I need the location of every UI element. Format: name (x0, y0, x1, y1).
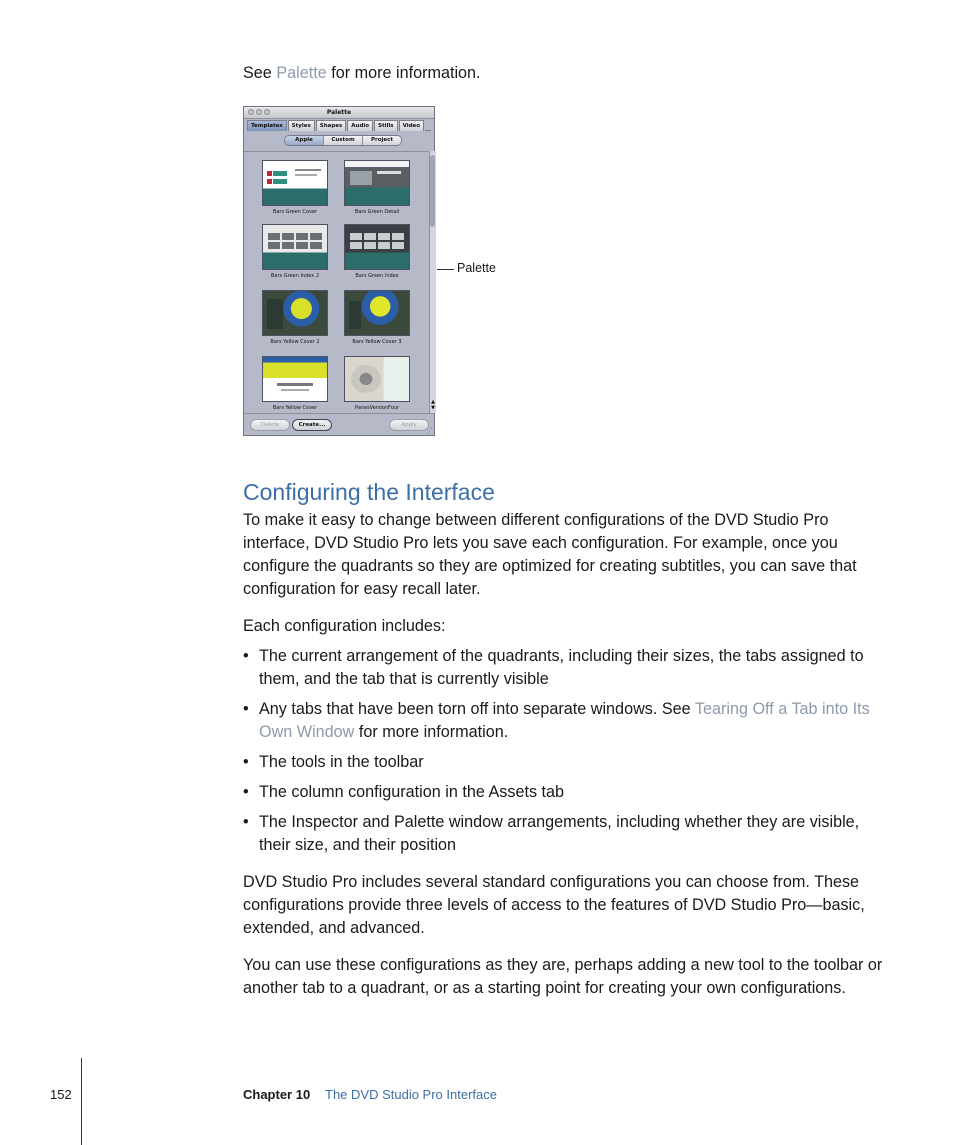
palette-title: Palette (326, 109, 352, 116)
template-caption: Bars Yellow Cover 2 (270, 339, 320, 345)
palette-scrollbar (429, 151, 436, 413)
section-heading: Configuring the Interface (243, 479, 495, 505)
zoom-icon (264, 109, 270, 115)
palette-link[interactable]: Palette (276, 64, 327, 82)
template-preview (344, 160, 410, 206)
tab-strip-fill (425, 120, 431, 131)
segment-project: Project (362, 136, 401, 145)
template-grid (244, 151, 428, 414)
template-caption: Bars Green Detail (354, 209, 400, 215)
tab-audio: Audio (347, 120, 373, 131)
tearing-off-tab-link[interactable]: Tearing Off a Tab into Its Own Window (259, 700, 870, 741)
minimize-icon (256, 109, 262, 115)
template-preview (262, 290, 328, 336)
intro-suffix: for more information. (326, 64, 481, 82)
footer-rule (81, 1058, 82, 1145)
bullet-icon: • (243, 647, 249, 665)
template-preview (262, 224, 328, 270)
bullet-icon: • (243, 700, 249, 718)
template-thumbnail (262, 160, 328, 215)
bullet-icon: • (243, 813, 249, 831)
template-preview (344, 290, 410, 336)
intro-line (243, 62, 843, 85)
paragraph-standard-configs: DVD Studio Pro includes several standard configurations you can choose from. These configurations provide three levels of access to the features of DVD Studio Pro—basic, extended, and advanced. (243, 873, 865, 937)
intro-prefix: See (243, 64, 277, 82)
callout-label: Palette (457, 261, 496, 275)
tab-styles: Styles (288, 120, 315, 131)
bullet-text: The Inspector and Palette window arrangements, including whether they are visible, their size, and their position (259, 813, 860, 854)
template-caption: Bars Yellow Cover 3 (352, 339, 402, 345)
create-button: Create... (292, 419, 332, 431)
scroll-thumb (430, 155, 435, 227)
page-number: 152 (50, 1087, 72, 1102)
bullet-icon: • (243, 783, 249, 801)
window-controls (248, 109, 270, 115)
paragraph-includes: Each configuration includes: (243, 617, 446, 635)
list-item (243, 751, 875, 774)
template-thumbnail (344, 290, 410, 345)
list-item (243, 781, 875, 804)
bullet-text: Any tabs that have been torn off into separate windows. See (259, 700, 695, 718)
template-thumbnail (262, 290, 328, 345)
paragraph-intro: To make it easy to change between different configurations of the DVD Studio Pro interface, DVD Studio Pro lets you save each configuration. For example, once you configure the quadrants so they are optimized for creating subtitles, you can save that configuration for easy recall later. (243, 511, 857, 598)
palette-footer (244, 413, 434, 436)
template-caption: PanesVersionFour (354, 405, 400, 411)
bullet-list (243, 645, 875, 864)
close-icon (248, 109, 254, 115)
bullet-text: The current arrangement of the quadrants, including their sizes, the tabs assigned to them, and the tab that is currently visible (259, 647, 864, 688)
segment-custom: Custom (323, 136, 362, 145)
template-thumbnail (344, 160, 410, 215)
apply-button: Apply (389, 419, 429, 431)
template-preview (262, 160, 328, 206)
palette-tabs (247, 120, 431, 131)
delete-button: Delete (250, 419, 290, 431)
segment-apple: Apple (285, 136, 323, 145)
footer-chapter-title-link[interactable]: The DVD Studio Pro Interface (325, 1087, 497, 1102)
template-caption: Bars Green Cover (272, 209, 318, 215)
tab-shapes: Shapes (316, 120, 347, 131)
palette-window-figure (243, 106, 435, 436)
template-thumbnail (262, 224, 328, 279)
footer-chapter: Chapter 10 (243, 1087, 311, 1102)
template-thumbnail (262, 356, 328, 411)
callout-line (437, 269, 454, 270)
tab-templates: Templates (247, 120, 287, 131)
bullet-icon: • (243, 753, 249, 771)
bullet-text: The column configuration in the Assets tab (259, 783, 565, 801)
list-item (243, 811, 875, 857)
template-caption: Bars Yellow Cover (272, 405, 318, 411)
bullet-text: The tools in the toolbar (259, 753, 424, 771)
palette-segmented-control (284, 135, 402, 146)
template-thumbnail (344, 356, 410, 411)
resize-grip-icon: ⋰ (426, 427, 433, 435)
bullet-text: for more information. (354, 723, 509, 741)
paragraph-use-configs: You can use these configurations as they are, perhaps adding a new tool to the toolbar or another tab to a quadrant, or as a starting point for creating your own configurations. (243, 956, 883, 997)
palette-titlebar (244, 107, 434, 119)
template-preview (344, 356, 410, 402)
list-item (243, 645, 875, 691)
tab-video: Video (399, 120, 425, 131)
list-item (243, 698, 875, 744)
template-preview (344, 224, 410, 270)
template-thumbnail (344, 224, 410, 279)
template-caption: Bars Green Index 2 (270, 273, 319, 279)
template-caption: Bars Green Index (355, 273, 399, 279)
template-preview (262, 356, 328, 402)
scroll-arrows-icon: ▲ ▼ (431, 399, 435, 411)
tab-stills: Stills (374, 120, 398, 131)
